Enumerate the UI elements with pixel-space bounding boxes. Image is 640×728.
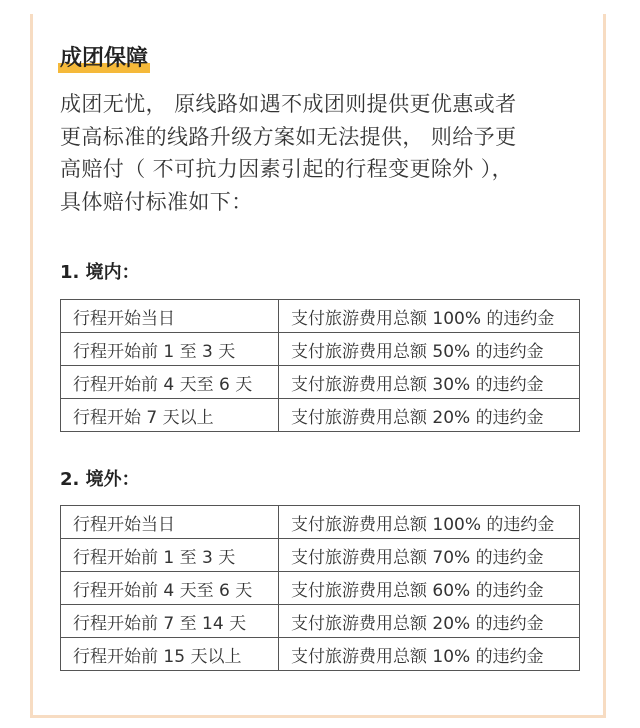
- table-row: [61, 638, 580, 671]
- overseas-heading: 2. 境外：: [60, 469, 140, 490]
- title-block: [60, 44, 148, 74]
- table-cell-period: 行程开始 7 天以上: [61, 399, 279, 432]
- table-cell-penalty: 支付旅游费用总额 70% 的违约金: [279, 539, 580, 572]
- table-row: [61, 333, 580, 366]
- table-row: [61, 605, 580, 638]
- table-cell-period: 行程开始前 7 至 14 天: [61, 605, 279, 638]
- table-cell-period: 行程开始前 4 天至 6 天: [61, 572, 279, 605]
- table-cell-period: 行程开始当日: [61, 506, 279, 539]
- table-cell-penalty: 支付旅游费用总额 20% 的违约金: [279, 605, 580, 638]
- table-cell-penalty: 支付旅游费用总额 100% 的违约金: [279, 300, 580, 333]
- table-cell-penalty: 支付旅游费用总额 10% 的违约金: [279, 638, 580, 671]
- table-cell-period: 行程开始前 15 天以上: [61, 638, 279, 671]
- table-cell-penalty: 支付旅游费用总额 30% 的违约金: [279, 366, 580, 399]
- table-row: [61, 539, 580, 572]
- table-cell-penalty: 支付旅游费用总额 60% 的违约金: [279, 572, 580, 605]
- paragraph-line: 具体赔付标准如下：: [60, 190, 253, 215]
- table-cell-penalty: 支付旅游费用总额 20% 的违约金: [279, 399, 580, 432]
- page-title: [60, 44, 148, 74]
- table-row: [61, 506, 580, 539]
- intro-paragraph: [60, 88, 590, 219]
- table-row: [61, 366, 580, 399]
- table-cell-period: 行程开始前 1 至 3 天: [61, 333, 279, 366]
- table-cell-penalty: 支付旅游费用总额 100% 的违约金: [279, 506, 580, 539]
- title-text: 成团保障: [60, 46, 149, 71]
- table-cell-period: 行程开始前 4 天至 6 天: [61, 366, 279, 399]
- domestic-heading: 1. 境内：: [60, 262, 140, 283]
- paragraph-line: 更高标准的线路升级方案如无法提供， 则给予更: [60, 124, 517, 149]
- paragraph-line: 成团无忧， 原线路如遇不成团则提供更优惠或者: [60, 92, 517, 116]
- domestic-table: [60, 299, 580, 432]
- table-row: [61, 572, 580, 605]
- table-row: [61, 300, 580, 333]
- overseas-table: [60, 505, 580, 671]
- table-cell-penalty: 支付旅游费用总额 50% 的违约金: [279, 333, 580, 366]
- table-cell-period: 行程开始当日: [61, 300, 279, 333]
- table-cell-period: 行程开始前 1 至 3 天: [61, 539, 279, 572]
- table-row: [61, 399, 580, 432]
- paragraph-line: 高赔付（ 不可抗力因素引起的行程变更除外 ），: [60, 157, 514, 182]
